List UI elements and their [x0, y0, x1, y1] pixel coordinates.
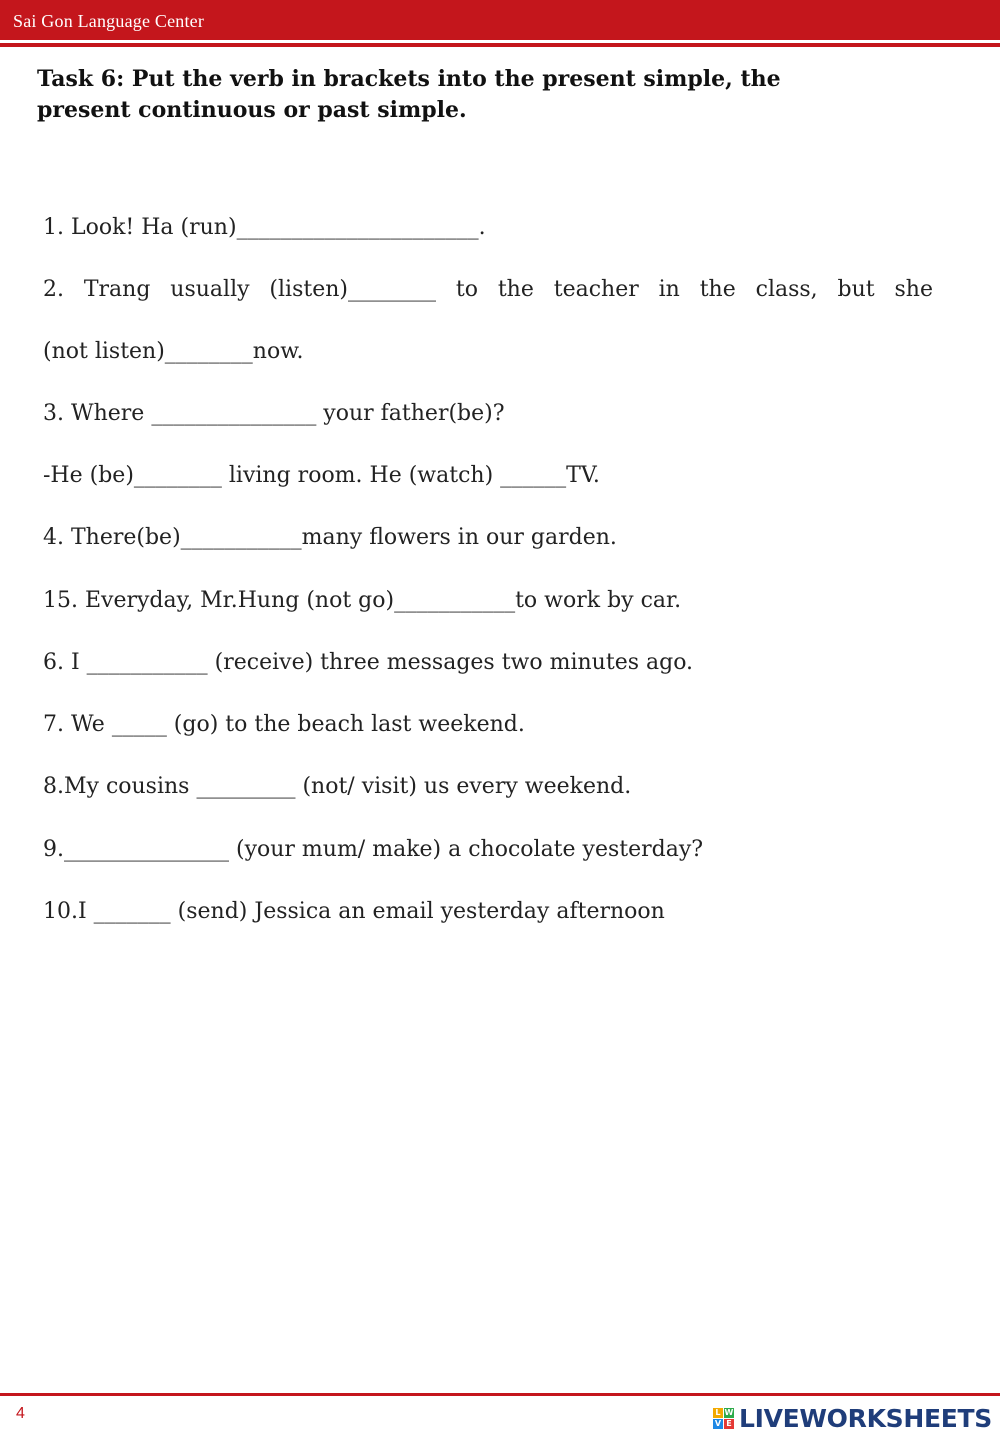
exercise-10[interactable]: 10.I _______ (send) Jessica an email yesterday afternoon	[43, 899, 665, 924]
exercise-3-answer[interactable]: -He (be)________ living room. He (watch) ______TV.	[43, 463, 600, 488]
liveworksheets-brand[interactable]	[713, 1404, 992, 1433]
brand-name: LIVEWORKSHEETS	[738, 1404, 992, 1433]
page-number: 4	[16, 1405, 25, 1422]
exercise-3-question[interactable]: 3. Where _______________ your father(be)?	[43, 401, 505, 426]
footer-divider	[0, 1393, 1000, 1396]
logo-tile-2: W	[724, 1407, 734, 1417]
logo-tile-4: E	[724, 1419, 734, 1429]
task-title	[37, 64, 937, 126]
exercise-4[interactable]: 4. There(be)___________many flowers in our garden.	[43, 525, 617, 550]
logo-tile-3: V	[714, 1418, 722, 1428]
header-divider	[0, 43, 1000, 47]
exercise-9[interactable]: 9._______________ (your mum/ make) a chocolate yesterday?	[43, 837, 704, 862]
task-title-line-1: Task 6: Put the verb in brackets into the present simple, the	[37, 66, 781, 92]
task-title-line-2: present continuous or past simple.	[37, 97, 467, 123]
exercise-7[interactable]: 7. We _____ (go) to the beach last weekend.	[43, 712, 525, 737]
liveworksheets-logo-icon	[713, 1408, 735, 1430]
exercise-8[interactable]: 8.My cousins _________ (not/ visit) us every weekend.	[43, 774, 632, 799]
exercise-6[interactable]: 6. I ___________ (receive) three messages two minutes ago.	[43, 650, 694, 675]
exercise-2-line-2[interactable]: (not listen)________now.	[43, 339, 304, 364]
logo-tile-1: L	[713, 1408, 723, 1418]
center-name: Sai Gon Language Center	[13, 11, 205, 31]
exercise-2-line-1[interactable]: 2. Trang usually (listen)________ to the teacher in the class, but she	[43, 277, 933, 302]
exercise-1[interactable]: 1. Look! Ha (run)______________________.	[43, 215, 486, 240]
exercise-15[interactable]: 15. Everyday, Mr.Hung (not go)___________to work by car.	[43, 588, 682, 613]
header-bar	[0, 0, 1000, 40]
